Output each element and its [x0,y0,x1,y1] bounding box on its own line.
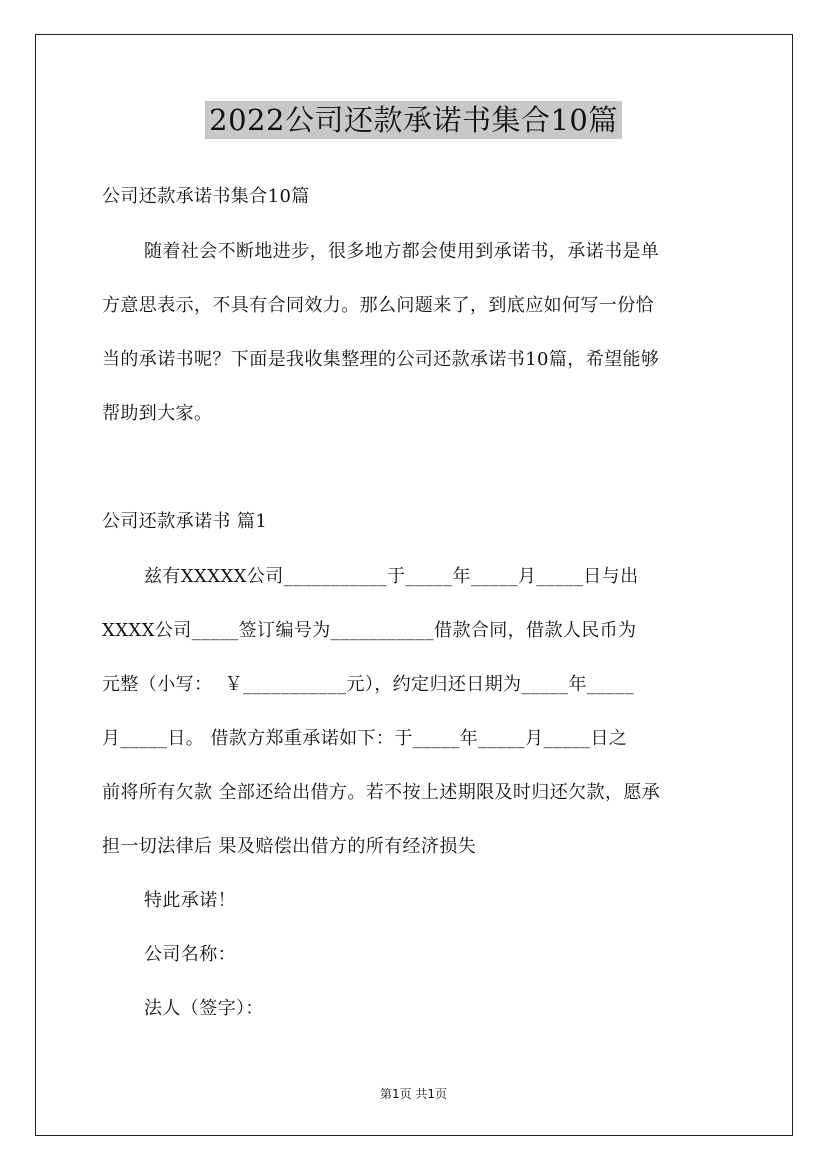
intro-line-2: 方意思表示，不具有合同效力。那么问题来了，到底应如何写一份恰 [102,295,654,316]
body-line-4: 月_____日。 借款方郑重承诺如下：于_____年_____月_____日之 [102,728,628,749]
document-title: 2022公司还款承诺书集合10篇 [205,101,622,139]
body-line-3: 元整（小写： ￥___________元），约定归还日期为_____年_____ [102,674,634,695]
intro-line-3: 当的承诺书呢？下面是我收集整理的公司还款承诺书10篇，希望能够 [102,349,660,370]
legal-person-label: 法人（签字）： [144,998,264,1019]
page-footer: 第1页 共1页 [379,1087,448,1101]
intro-line-4: 帮助到大家。 [102,403,213,424]
company-name-label: 公司名称： [144,944,236,965]
closing-statement: 特此承诺！ [144,890,236,911]
body-line-1: 兹有XXXXX公司___________于_____年_____月_____日与出 [144,566,639,587]
subtitle: 公司还款承诺书集合10篇 [102,186,310,207]
intro-line-1: 随着社会不断地进步，很多地方都会使用到承诺书，承诺书是单 [144,241,660,262]
body-line-6: 担一切法律后 果及赔偿出借方的所有经济损失 [102,836,477,857]
body-line-5: 前将所有欠款 全部还给出借方。若不按上述期限及时归还欠款，愿承 [102,782,661,803]
section-heading: 公司还款承诺书 篇1 [102,511,268,532]
document-title-wrap [0,98,827,139]
body-line-2: XXXX公司_____签订编号为___________借款合同，借款人民币为 [102,620,637,641]
